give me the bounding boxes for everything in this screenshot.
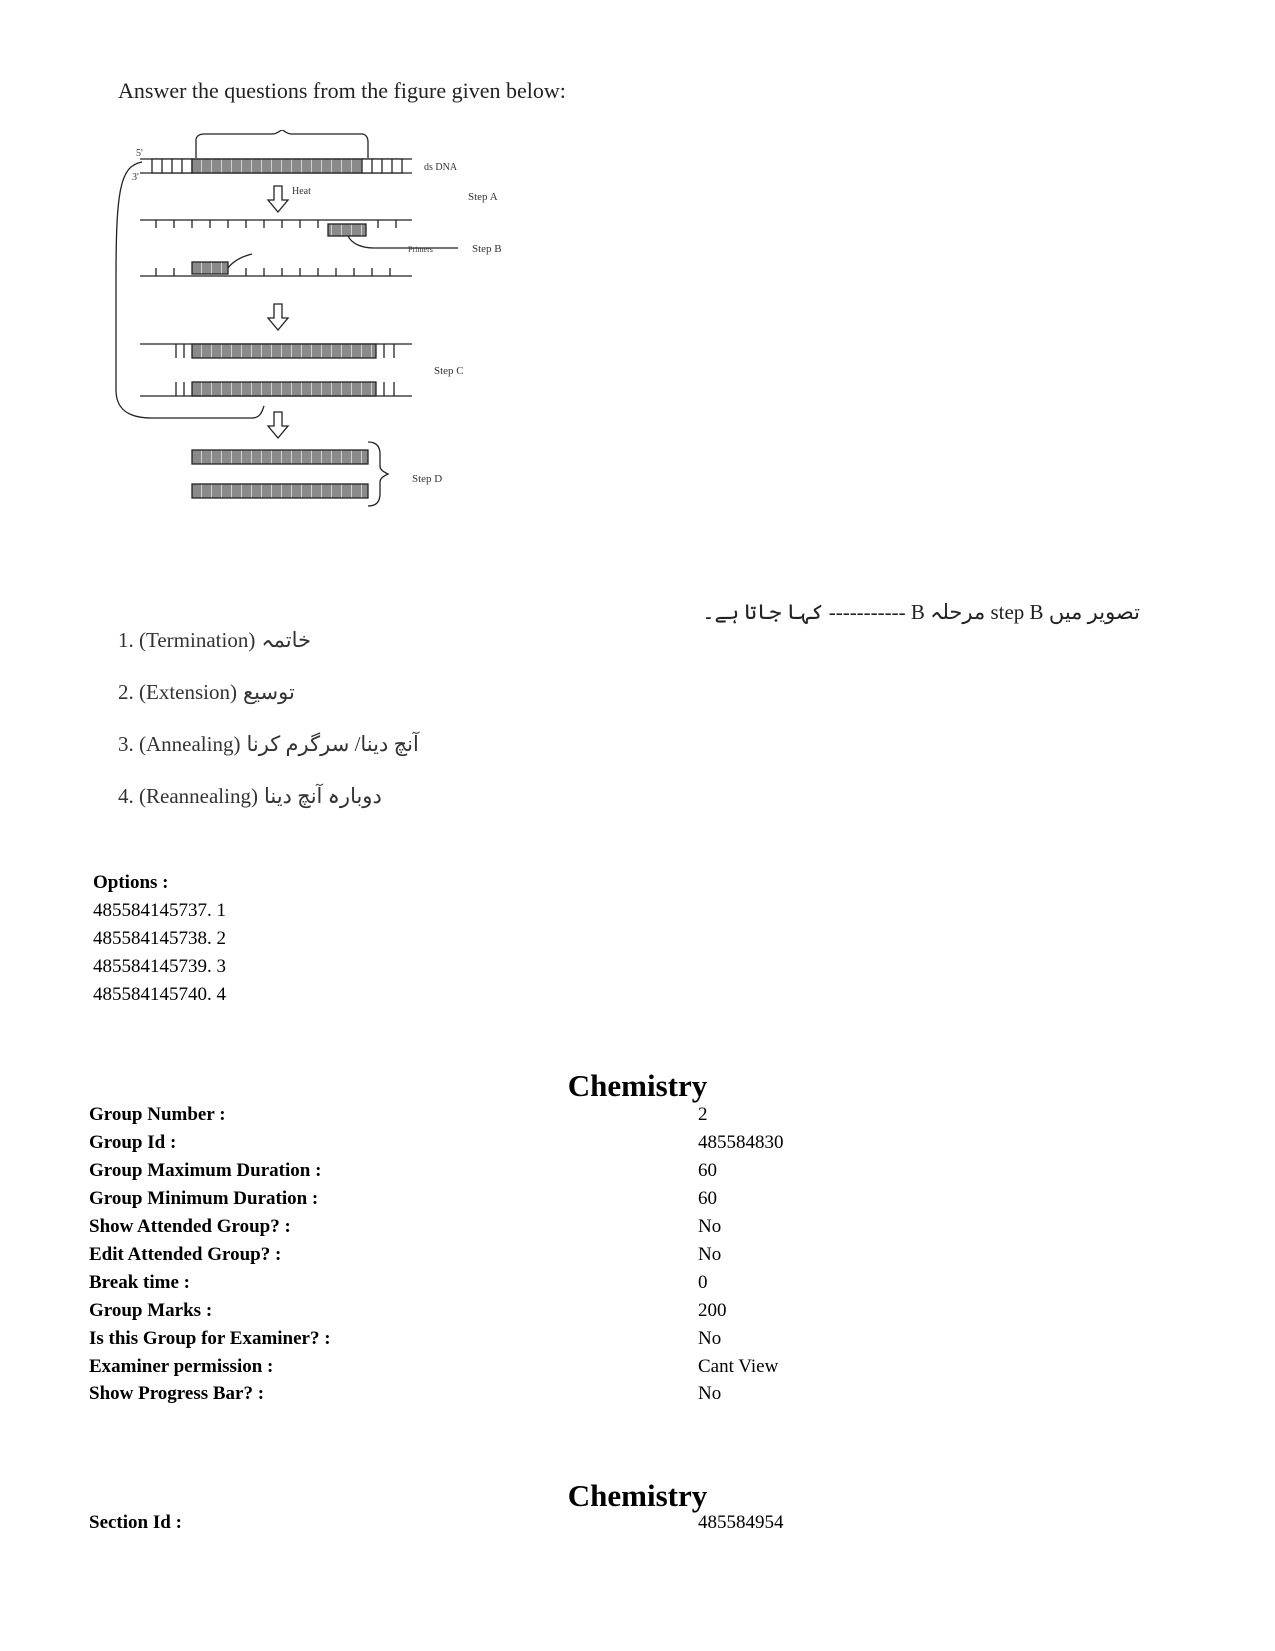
label-ds-dna: ds DNA (424, 162, 458, 173)
group-label: Edit Attended Group? : (89, 1244, 282, 1265)
pcr-diagram (112, 130, 542, 540)
group-label: Examiner permission : (89, 1356, 274, 1377)
option-item: 485584145737. 1 (93, 900, 226, 921)
group-label: Show Progress Bar? : (89, 1383, 265, 1404)
group-label: Group Minimum Duration : (89, 1188, 319, 1209)
label-step-b: Step B (472, 243, 502, 255)
option-item: 485584145739. 3 (93, 956, 226, 977)
group-label: Show Attended Group? : (89, 1216, 291, 1237)
section-label: Section Id : (89, 1512, 182, 1533)
group-value: 0 (698, 1272, 708, 1293)
image-option-urdu: توسیع (242, 680, 295, 704)
group-value: Cant View (698, 1356, 779, 1377)
label-step-c: Step C (434, 365, 464, 377)
image-option-urdu: خاتمہ (261, 628, 311, 652)
group-title: Chemistry (567, 1068, 708, 1103)
image-option-label: 2. (Extension) (118, 680, 237, 704)
group-label: Group Marks : (89, 1300, 213, 1321)
group-label: Is this Group for Examiner? : (89, 1328, 331, 1349)
image-option-4 (118, 784, 382, 809)
group-label: Break time : (89, 1272, 190, 1293)
label-3prime: 3' (132, 172, 139, 183)
group-value: 200 (698, 1300, 727, 1321)
label-5prime: 5' (136, 148, 143, 159)
label-step-d: Step D (412, 473, 443, 485)
image-option-label: 1. (Termination) (118, 628, 256, 652)
option-item: 485584145740. 4 (93, 984, 226, 1005)
group-value: 60 (698, 1160, 717, 1181)
image-option-2 (118, 680, 295, 705)
group-value: No (698, 1216, 722, 1237)
image-option-label: 4. (Reannealing) (118, 784, 258, 808)
group-value: No (698, 1244, 722, 1265)
label-primers: Primers (408, 245, 433, 254)
group-value: No (698, 1328, 722, 1349)
group-label: Group Number : (89, 1104, 226, 1125)
image-option-urdu: آنچ دینا/ سرگرم کرنا (246, 732, 419, 756)
section-title: Chemistry (567, 1478, 708, 1513)
image-option-3 (118, 732, 419, 757)
group-label: Group Maximum Duration : (89, 1160, 322, 1181)
question-lead: Answer the questions from the figure given below: (118, 78, 566, 103)
label-step-a: Step A (468, 191, 498, 203)
group-value: 2 (698, 1104, 708, 1125)
option-item: 485584145738. 2 (93, 928, 226, 949)
group-value: 485584830 (698, 1132, 784, 1153)
image-option-urdu: دوبارہ آنچ دینا (263, 784, 382, 808)
image-option-label: 3. (Annealing) (118, 732, 241, 756)
image-option-1 (118, 628, 311, 653)
group-value: 60 (698, 1188, 717, 1209)
section-value: 485584954 (698, 1512, 784, 1533)
label-heat: Heat (292, 186, 311, 197)
options-heading: Options : (93, 872, 169, 893)
group-label: Group Id : (89, 1132, 177, 1153)
question-urdu-text: تصویر میں step B مرحلہ B ----------- کہا جاتا ہے۔ (702, 600, 1140, 624)
group-value: No (698, 1383, 722, 1404)
